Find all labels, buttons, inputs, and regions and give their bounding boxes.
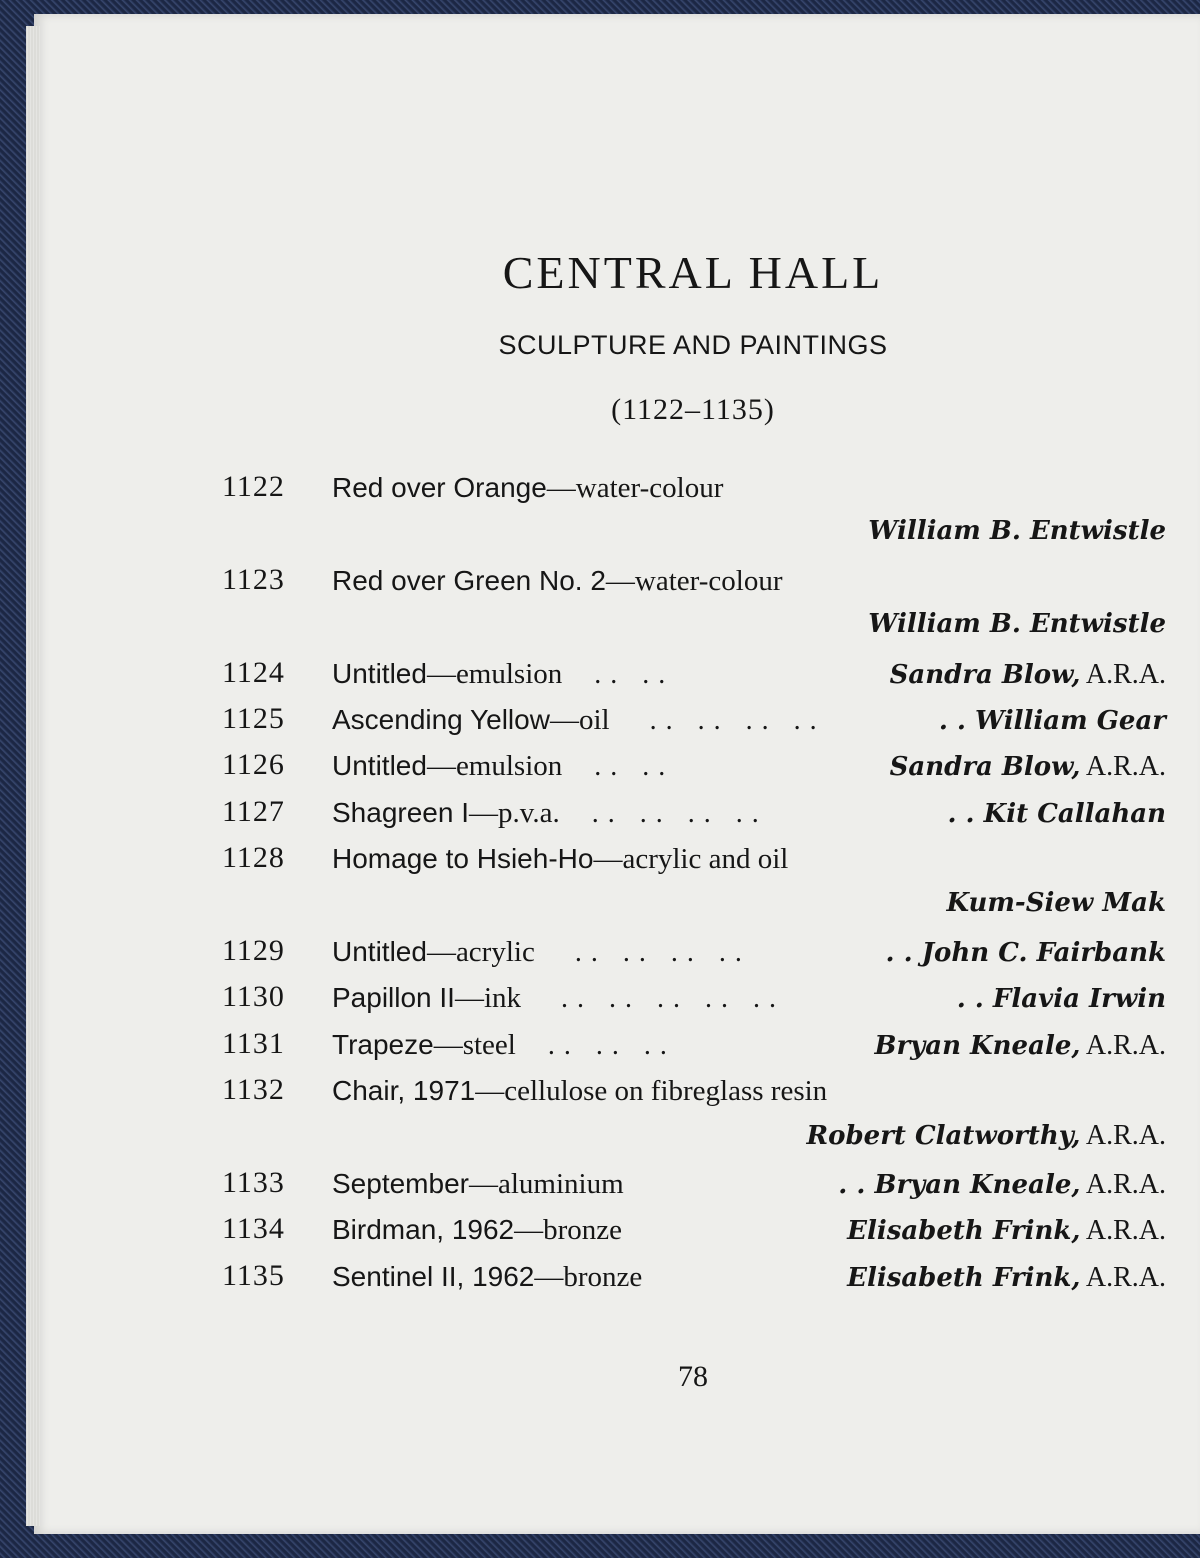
entry-medium: —acrylic and oil — [593, 843, 789, 876]
entry-medium: —water-colour — [605, 564, 783, 597]
catalogue-entry — [222, 980, 1166, 1026]
artist-name: William B. Entwistle — [868, 516, 1166, 547]
entry-medium: —ink — [454, 982, 522, 1015]
artist-name: Elisabeth Frink, — [847, 1262, 1081, 1293]
entry-medium: —bronze — [514, 1214, 623, 1247]
artist-name: Sandra Blow, — [889, 659, 1081, 690]
entry-work — [332, 1073, 827, 1108]
entry-number: 1122 — [222, 470, 285, 503]
entry-work — [332, 841, 788, 876]
entry-work — [332, 795, 760, 830]
entry-title: Birdman, 1962 — [332, 1214, 515, 1246]
artist-name: Bryan Kneale, — [874, 1030, 1081, 1061]
entry-number: 1134 — [222, 1212, 285, 1246]
artist-name: . . Kit Callahan — [947, 798, 1166, 829]
entry-work — [332, 748, 666, 783]
entry-artist — [847, 1259, 1166, 1294]
artist-name: Sandra Blow, — [889, 752, 1081, 783]
entry-title: Shagreen I — [332, 796, 469, 828]
catalogue-entry — [222, 748, 1166, 794]
entry-medium: —cellulose on fibreglass resin — [475, 1075, 828, 1108]
catalogue-range: (1122–1135) — [611, 393, 775, 426]
entry-work — [332, 470, 723, 505]
entry-artist — [847, 1212, 1166, 1247]
entry-number: 1128 — [222, 841, 285, 875]
entry-title: Homage to Hsieh-Ho — [332, 843, 594, 875]
leader-dots: . . . . — [562, 658, 667, 690]
entry-number: 1132 — [222, 1073, 285, 1107]
section-subtitle: SCULPTURE AND PAINTINGS — [498, 330, 888, 360]
entry-number: 1133 — [222, 1166, 285, 1199]
artist-name: Robert Clatworthy, — [806, 1120, 1081, 1151]
entry-number: 1129 — [222, 934, 285, 967]
catalogue-entry — [222, 795, 1166, 841]
entry-medium: —aluminium — [468, 1168, 624, 1200]
artist-name: . . Flavia Irwin — [956, 984, 1166, 1015]
catalogue-entry — [222, 1166, 1166, 1212]
entry-artist — [947, 795, 1166, 829]
entry-work — [332, 1027, 668, 1062]
artist-name: . . William Gear — [938, 706, 1166, 736]
artist-name: . . John C. Fairbank — [885, 938, 1166, 968]
artist-name: . . Bryan Kneale, — [838, 1170, 1081, 1200]
entry-title: Sentinel II, 1962 — [332, 1260, 535, 1292]
artist-name: Elisabeth Frink, — [847, 1216, 1081, 1247]
entry-artist-line — [222, 516, 1166, 562]
artist-honours: A.R.A. — [1080, 1029, 1166, 1061]
catalogue-entry — [222, 1027, 1166, 1073]
entry-artist-line — [222, 1120, 1166, 1166]
entry-artist — [946, 887, 1166, 918]
artist-name: William B. Entwistle — [868, 609, 1166, 640]
entry-artist — [868, 609, 1166, 640]
catalogue-entry — [222, 563, 1166, 609]
entry-artist — [890, 748, 1166, 783]
entry-medium: —bronze — [534, 1260, 643, 1293]
entry-artist — [939, 702, 1166, 736]
entry-title: Untitled — [332, 750, 427, 782]
entry-artist — [868, 516, 1166, 547]
leader-dots: . . . . . . . . — [559, 797, 760, 829]
entry-work — [332, 1212, 622, 1247]
entry-number: 1127 — [222, 794, 285, 828]
entry-title: Untitled — [332, 657, 427, 689]
leader-dots: . . . . . . — [515, 1029, 668, 1061]
catalogue-entry — [222, 702, 1166, 748]
entry-work — [332, 934, 743, 969]
entry-title: Trapeze — [332, 1028, 434, 1060]
artist-name: Kum-Siew Mak — [946, 887, 1166, 918]
artist-honours: A.R.A. — [1080, 658, 1166, 690]
leader-dots: . . . . . . . . — [609, 705, 818, 736]
entry-number: 1125 — [222, 702, 285, 735]
entry-title: Red over Orange — [332, 472, 547, 503]
entry-number: 1130 — [222, 980, 285, 1014]
entry-work — [332, 563, 783, 598]
entry-artist — [957, 980, 1166, 1014]
entry-title: Untitled — [332, 936, 427, 967]
entry-artist — [838, 1166, 1166, 1201]
entry-work — [332, 1259, 642, 1294]
entry-number: 1123 — [222, 562, 285, 596]
artist-honours: A.R.A. — [1080, 1215, 1166, 1247]
entry-number: 1135 — [222, 1258, 285, 1292]
leader-dots: . . . . — [562, 751, 667, 783]
catalogue-entry — [222, 1212, 1166, 1258]
catalogue-entry — [222, 934, 1166, 980]
entry-work — [332, 1166, 624, 1201]
entry-artist — [886, 934, 1166, 968]
artist-honours: A.R.A. — [1080, 1119, 1166, 1151]
page-number: 78 — [678, 1360, 708, 1393]
catalogue-entry — [222, 470, 1166, 516]
entry-medium: —p.v.a. — [469, 796, 560, 829]
entry-work — [332, 980, 777, 1015]
entry-title: Red over Green No. 2 — [332, 564, 606, 596]
artist-honours: A.R.A. — [1080, 1169, 1166, 1200]
entry-artist-line — [222, 609, 1166, 655]
entry-title: Papillon II — [332, 982, 455, 1014]
entry-number: 1131 — [222, 1026, 285, 1060]
entry-title: September — [332, 1168, 469, 1199]
entry-number: 1126 — [222, 748, 285, 782]
entry-artist — [874, 1027, 1166, 1062]
leader-dots: . . . . . . . . — [534, 937, 743, 968]
entry-title: Ascending Yellow — [332, 704, 550, 735]
leader-dots: . . . . . . . . . . — [521, 983, 778, 1015]
entry-number: 1124 — [222, 655, 285, 689]
entry-title: Chair, 1971 — [332, 1075, 476, 1107]
entry-medium: —emulsion — [426, 657, 563, 690]
entry-work — [332, 656, 666, 691]
entry-artist — [806, 1119, 1166, 1151]
entry-artist-line — [222, 888, 1166, 934]
artist-honours: A.R.A. — [1080, 751, 1166, 783]
page-title: CENTRAL HALL — [502, 247, 884, 298]
entry-medium: —water-colour — [546, 472, 724, 504]
artist-honours: A.R.A. — [1080, 1261, 1166, 1293]
entry-medium: —acrylic — [426, 936, 535, 968]
catalogue-entry — [222, 656, 1166, 702]
catalogue-entry — [222, 1259, 1166, 1305]
entry-medium: —emulsion — [426, 750, 563, 783]
entry-medium: —steel — [433, 1028, 516, 1061]
entry-artist — [890, 656, 1166, 691]
entry-medium: —oil — [549, 704, 610, 736]
entry-work — [332, 702, 818, 737]
catalogue-entry — [222, 841, 1166, 887]
catalogue-entry — [222, 1073, 1166, 1119]
